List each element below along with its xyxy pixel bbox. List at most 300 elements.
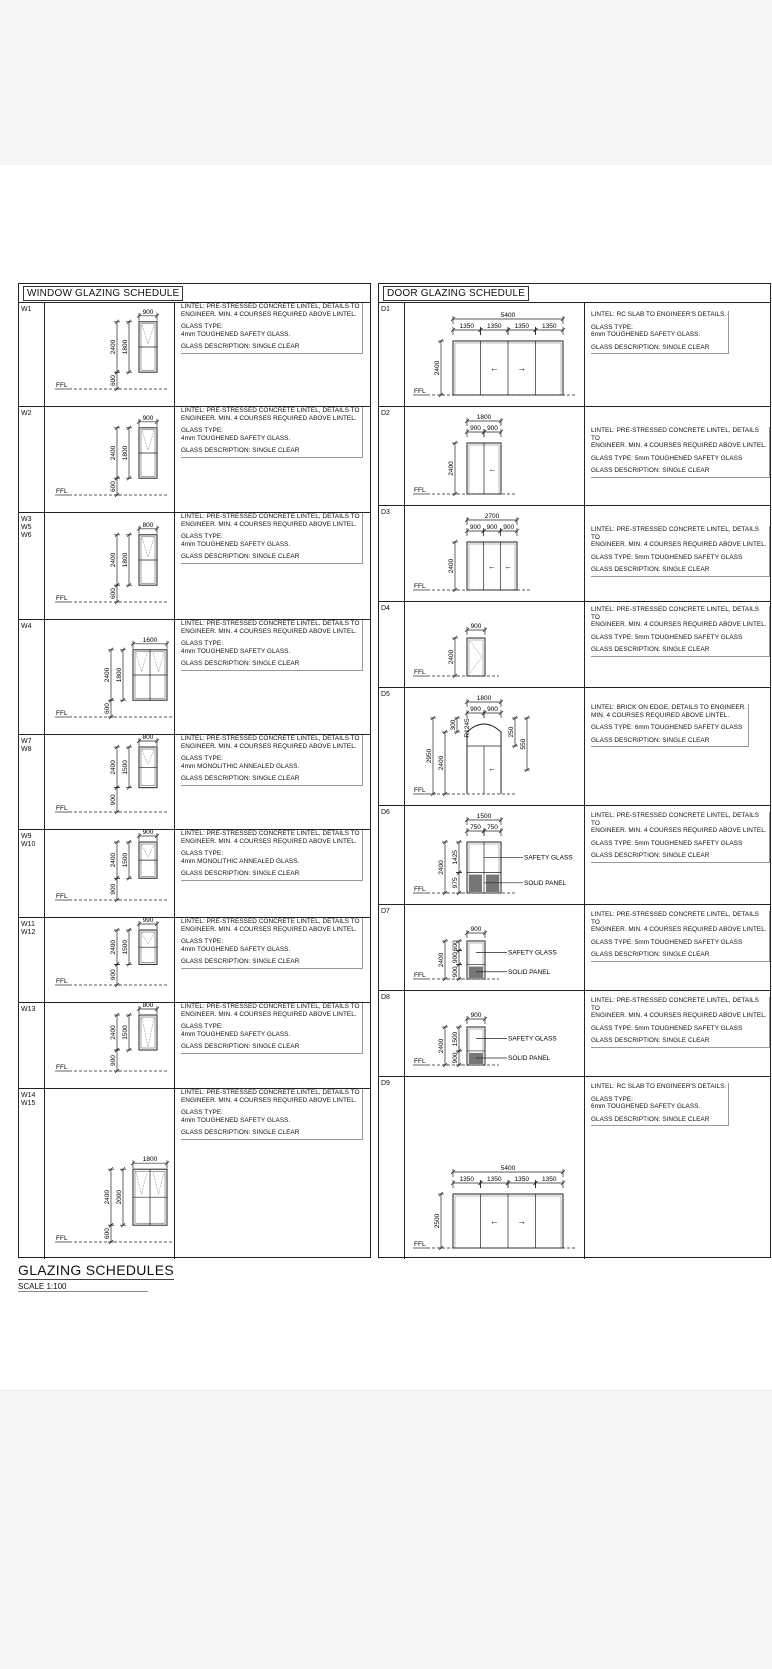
- window-opening-dim: 1500: [122, 1025, 129, 1040]
- door-segment-dim: 900: [487, 706, 498, 713]
- arch-height-dim: 550: [520, 738, 527, 750]
- window-sill-dim: 900: [110, 1055, 117, 1066]
- door-elevation: [405, 688, 585, 805]
- window-width-dim: 800: [142, 735, 154, 742]
- door-segment-dim: 1350: [542, 1176, 557, 1183]
- note-line: 6mm TOUGHENED SAFETY GLASS.: [591, 331, 701, 339]
- window-sill-dim: 600: [110, 375, 117, 387]
- ffl-label: FFL: [414, 388, 426, 395]
- window-elevation-drawing: [45, 407, 175, 513]
- door-row-d3: [379, 505, 770, 601]
- solid-panel-label: SOLID PANEL: [508, 968, 551, 976]
- note-line: GLASS TYPE: 5mm TOUGHENED SAFETY GLASS: [591, 1024, 743, 1032]
- specification-notes: [181, 1003, 363, 1054]
- window-elevation: [45, 735, 175, 829]
- note-line: ENGINEER. MIN. 4 COURSES REQUIRED ABOVE LINTEL.: [181, 742, 357, 750]
- note-line: GLASS DESCRIPTION: SINGLE CLEAR: [181, 447, 300, 455]
- note-line: GLASS DESCRIPTION: SINGLE CLEAR: [181, 1043, 300, 1051]
- window-elevation: [45, 830, 175, 917]
- window-head-height-dim: 2400: [110, 1025, 117, 1040]
- note-line: GLASS TYPE:: [181, 850, 223, 858]
- safety-glass-label: SAFETY GLASS: [508, 949, 557, 957]
- window-opening-dim: 1500: [122, 760, 129, 775]
- window-width-dim: 800: [142, 1003, 154, 1010]
- door-notes: [585, 688, 770, 805]
- door-segment-dim: 1350: [487, 323, 502, 330]
- caption-scale: SCALE 1:100: [18, 1282, 148, 1292]
- door-elevation: [405, 905, 585, 990]
- window-row-w4: [19, 619, 370, 734]
- window-opening-dim: 1500: [122, 939, 129, 955]
- door-elevation: [405, 506, 585, 601]
- window-sill-dim: 600: [110, 481, 117, 493]
- note-line: GLASS TYPE:: [591, 323, 633, 331]
- door-elevation-drawing: [405, 506, 585, 602]
- note-line: GLASS TYPE:: [181, 938, 223, 946]
- note-line: LINTEL: PRE-STRESSED CONCRETE LINTEL, DETAILS TO: [181, 303, 360, 310]
- note-line: ENGINEER. MIN. 4 COURSES REQUIRED ABOVE LINTEL.: [181, 310, 357, 318]
- window-width-dim: 990: [142, 918, 154, 925]
- door-segment-dim: 1350: [514, 1176, 529, 1183]
- window-opening-dim: 1800: [122, 445, 129, 461]
- note-line: LINTEL: PRE-STRESSED CONCRETE LINTEL, DETAILS TO: [181, 735, 360, 742]
- door-height-dim: 2400: [438, 1038, 445, 1054]
- note-line: GLASS DESCRIPTION: SINGLE CLEAR: [591, 566, 710, 574]
- door-notes: [585, 506, 770, 601]
- window-row-w11: [19, 917, 370, 1002]
- note-line: GLASS DESCRIPTION: SINGLE CLEAR: [181, 1129, 300, 1137]
- note-line: ENGINEER. MIN. 4 COURSES REQUIRED ABOVE LINTEL.: [181, 414, 357, 422]
- door-row-d1: [379, 302, 770, 406]
- window-glazing-schedule: [18, 283, 371, 1258]
- ffl-label: FFL: [56, 893, 68, 900]
- window-code: W7 W8: [19, 735, 45, 829]
- door-frame: [467, 638, 485, 676]
- note-line: LINTEL: RC SLAB TO ENGINEER'S DETAILS.: [591, 311, 727, 318]
- door-elevation: [405, 806, 585, 904]
- specification-notes: [591, 1083, 729, 1126]
- window-elevation: [45, 407, 175, 512]
- window-width-dim: 900: [142, 830, 154, 837]
- door-code: D2: [379, 407, 405, 505]
- note-line: GLASS DESCRIPTION: SINGLE CLEAR: [181, 958, 300, 966]
- specification-notes: [591, 606, 770, 657]
- door-glass-height-dim: 1500: [452, 1031, 459, 1047]
- note-line: GLASS TYPE: 5mm TOUGHENED SAFETY GLASS: [591, 633, 743, 641]
- window-elevation: [45, 620, 175, 734]
- door-elevation: [405, 991, 585, 1076]
- ffl-label: FFL: [56, 978, 68, 985]
- door-height-dim: 2400: [434, 360, 441, 376]
- window-sill-dim: 600: [104, 703, 111, 715]
- window-width-dim: 1800: [142, 1156, 158, 1164]
- window-width-dim: 900: [142, 308, 154, 316]
- slide-left-arrow-icon: ←: [489, 1216, 499, 1226]
- opening-direction-mark: [153, 1172, 164, 1194]
- ffl-label: FFL: [414, 1058, 426, 1065]
- ffl-label: FFL: [414, 787, 426, 794]
- door-code: D4: [379, 602, 405, 687]
- door-row-d6: [379, 805, 770, 904]
- door-elevation-drawing: [405, 1077, 585, 1260]
- door-panel-height-dim: 900: [452, 1052, 459, 1064]
- solid-panel: [469, 967, 483, 978]
- note-line: LINTEL: PRE-STRESSED CONCRETE LINTEL, DETAILS TO: [181, 918, 360, 925]
- ffl-label: FFL: [414, 583, 426, 590]
- note-line: LINTEL: PRE-STRESSED CONCRETE LINTEL, DETAILS TO: [181, 513, 360, 520]
- specification-notes: [181, 303, 363, 354]
- door-total-height-dim: 2950: [426, 748, 433, 764]
- window-row-w13: [19, 1002, 370, 1088]
- note-line: LINTEL: PRE-STRESSED CONCRETE LINTEL, DETAILS TO: [181, 407, 360, 414]
- door-segment-dim: 900: [486, 524, 498, 531]
- window-sill-dim: 900: [110, 794, 117, 806]
- note-line: LINTEL: PRE-STRESSED CONCRETE LINTEL, DETAILS TO: [591, 997, 759, 1012]
- window-head-height-dim: 2400: [110, 939, 117, 955]
- note-line: GLASS DESCRIPTION: SINGLE CLEAR: [181, 553, 300, 561]
- specification-notes: [591, 526, 770, 577]
- window-row-w2: [19, 406, 370, 512]
- note-line: GLASS DESCRIPTION: SINGLE CLEAR: [591, 736, 710, 744]
- window-elevation: [45, 513, 175, 619]
- door-inner-frame: [469, 640, 483, 676]
- note-line: 4mm MONOLITHIC ANNEALED GLASS.: [181, 762, 300, 770]
- window-notes: [175, 620, 370, 734]
- note-line: LINTEL: PRE-STRESSED CONCRETE LINTEL, DETAILS TO: [591, 427, 759, 442]
- door-width-dim: 900: [470, 1012, 482, 1019]
- window-elevation-drawing: [45, 1089, 175, 1260]
- note-line: LINTEL: PRE-STRESSED CONCRETE LINTEL, DETAILS TO: [181, 620, 360, 627]
- note-line: GLASS TYPE:: [181, 1109, 223, 1117]
- note-line: GLASS DESCRIPTION: SINGLE CLEAR: [591, 1037, 710, 1045]
- note-line: GLASS TYPE: 5mm TOUGHENED SAFETY GLASS: [591, 454, 743, 462]
- note-line: 4mm TOUGHENED SAFETY GLASS.: [181, 1030, 291, 1038]
- door-width-dim: 5400: [500, 312, 516, 319]
- note-line: GLASS DESCRIPTION: SINGLE CLEAR: [181, 660, 300, 668]
- opening-direction-mark: [142, 325, 154, 344]
- door-elevation: [405, 1077, 585, 1259]
- note-line: GLASS DESCRIPTION: SINGLE CLEAR: [591, 343, 710, 351]
- ffl-label: FFL: [56, 488, 68, 495]
- window-width-dim: 900: [142, 414, 154, 422]
- window-head-height-dim: 2400: [110, 852, 117, 868]
- door-segment-dim: 1350: [459, 323, 474, 330]
- ffl-label: FFL: [56, 382, 68, 389]
- slide-right-arrow-icon: →: [517, 1216, 527, 1226]
- specification-notes: [181, 620, 363, 671]
- door-schedule-title: DOOR GLAZING SCHEDULE: [383, 286, 529, 301]
- specification-notes: [591, 311, 729, 354]
- window-head-height-dim: 2400: [104, 667, 111, 683]
- window-notes: [175, 1003, 370, 1088]
- specification-notes: [591, 911, 770, 962]
- slide-left-arrow-icon: ←: [489, 363, 499, 373]
- window-opening-dim: 2000: [116, 1189, 123, 1205]
- window-head-height-dim: 2400: [110, 445, 117, 461]
- note-line: ENGINEER. MIN. 4 COURSES REQUIRED ABOVE LINTEL.: [591, 442, 767, 450]
- window-elevation: [45, 918, 175, 1002]
- window-opening-dim: 1800: [122, 339, 129, 355]
- door-elevation: [405, 303, 585, 406]
- door-elevation-drawing: [405, 303, 585, 407]
- note-line: GLASS DESCRIPTION: SINGLE CLEAR: [181, 343, 300, 351]
- door-code: D5: [379, 688, 405, 805]
- door-segment-dim: 1350: [487, 1176, 502, 1183]
- drawing-caption: [18, 1262, 174, 1292]
- opening-direction-mark: [142, 750, 154, 764]
- note-line: LINTEL: PRE-STRESSED CONCRETE LINTEL, DETAILS TO: [591, 606, 759, 621]
- door-elevation-drawing: [405, 688, 585, 806]
- window-notes: [175, 735, 370, 829]
- door-code: D9: [379, 1077, 405, 1259]
- note-line: LINTEL: PRE-STRESSED CONCRETE LINTEL, DETAILS TO: [181, 830, 360, 837]
- window-width-dim: 1600: [142, 636, 158, 644]
- specification-notes: [591, 812, 770, 863]
- solid-panel: [486, 875, 499, 892]
- door-elevation-drawing: [405, 407, 585, 506]
- door-height-dim: 2500: [434, 1213, 441, 1229]
- safety-glass-label: SAFETY GLASS: [508, 1035, 557, 1043]
- specification-notes: [181, 513, 363, 564]
- window-row-w1: [19, 302, 370, 406]
- ffl-label: FFL: [56, 1064, 68, 1071]
- window-code: W1: [19, 303, 45, 406]
- note-line: ENGINEER. MIN. 4 COURSES REQUIRED ABOVE LINTEL.: [591, 621, 767, 629]
- arch-side-dim: 250: [508, 726, 515, 738]
- door-segment-dim: 750: [487, 824, 498, 831]
- door-code: D6: [379, 806, 405, 904]
- door-width-dim: 1500: [476, 813, 492, 820]
- specification-notes: [181, 735, 363, 786]
- door-segment-dim: 900: [469, 524, 481, 531]
- window-sill-dim: 600: [104, 1228, 111, 1240]
- bottom-margin: [0, 1390, 772, 1669]
- window-notes: [175, 830, 370, 917]
- opening-direction-mark: [136, 1172, 147, 1194]
- door-elevation-drawing: [405, 991, 585, 1077]
- door-segment-dim: 900: [470, 706, 481, 713]
- window-inner-frame: [141, 1017, 155, 1048]
- window-code: W13: [19, 1003, 45, 1088]
- swing-direction-mark: [470, 641, 482, 673]
- ffl-label: FFL: [56, 710, 68, 717]
- note-line: LINTEL: BRICK ON EDGE, DETAILS TO ENGINEER.: [591, 704, 747, 711]
- note-line: GLASS DESCRIPTION: SINGLE CLEAR: [591, 852, 710, 860]
- door-top-glass-dim: 600: [452, 940, 459, 952]
- note-line: GLASS TYPE: 5mm TOUGHENED SAFETY GLASS: [591, 839, 743, 847]
- window-opening-dim: 1500: [122, 852, 129, 868]
- door-row-d9: [379, 1076, 770, 1259]
- solid-panel-label: SOLID PANEL: [508, 1054, 551, 1062]
- window-elevation-drawing: [45, 620, 175, 735]
- specification-notes: [181, 918, 363, 969]
- window-row-w3: [19, 512, 370, 619]
- window-elevation: [45, 1003, 175, 1088]
- window-elevation: [45, 1089, 175, 1259]
- specification-notes: [591, 997, 770, 1048]
- window-code: W14 W15: [19, 1089, 45, 1259]
- window-code: W3 W5 W6: [19, 513, 45, 619]
- door-segment-dim: 900: [487, 425, 498, 432]
- note-line: GLASS TYPE:: [181, 755, 223, 763]
- door-width-dim: 1800: [476, 414, 492, 421]
- note-line: ENGINEER. MIN. 4 COURSES REQUIRED ABOVE LINTEL.: [591, 926, 767, 934]
- door-width-dim: 900: [470, 623, 482, 630]
- door-code: D3: [379, 506, 405, 601]
- window-opening-dim: 1800: [116, 667, 123, 683]
- door-elevation: [405, 407, 585, 505]
- note-line: 4mm TOUGHENED SAFETY GLASS.: [181, 1116, 291, 1124]
- door-height-dim: 2400: [448, 461, 455, 476]
- window-code: W9 W10: [19, 830, 45, 917]
- window-notes: [175, 918, 370, 1002]
- window-notes: [175, 513, 370, 619]
- door-notes: [585, 991, 770, 1076]
- door-height-dim: 2400: [448, 558, 455, 574]
- door-row-d7: [379, 904, 770, 990]
- window-code: W11 W12: [19, 918, 45, 1002]
- window-sill-dim: 900: [110, 969, 117, 981]
- note-line: ENGINEER. MIN. 4 COURSES REQUIRED ABOVE LINTEL.: [181, 925, 357, 933]
- arch-top-dim: 300: [450, 719, 457, 731]
- door-elevation-drawing: [405, 806, 585, 905]
- door-notes: [585, 1077, 770, 1259]
- window-head-height-dim: 2400: [110, 552, 117, 568]
- window-schedule-title: WINDOW GLAZING SCHEDULE: [23, 286, 183, 301]
- door-width-dim: 1800: [476, 695, 492, 702]
- ffl-label: FFL: [414, 487, 426, 494]
- door-row-d8: [379, 990, 770, 1076]
- door-code: D1: [379, 303, 405, 406]
- note-line: ENGINEER. MIN. 4 COURSES REQUIRED ABOVE LINTEL.: [181, 1010, 357, 1018]
- note-line: ENGINEER. MIN. 4 COURSES REQUIRED ABOVE LINTEL.: [591, 827, 767, 835]
- door-panel-dim: 900: [452, 966, 459, 978]
- note-line: GLASS TYPE: 5mm TOUGHENED SAFETY GLASS: [591, 938, 743, 946]
- caption-title: GLAZING SCHEDULES: [18, 1262, 175, 1278]
- note-line: 6mm TOUGHENED SAFETY GLASS.: [591, 1103, 701, 1111]
- door-height-dim: 2400: [448, 649, 455, 665]
- sliding-arrow-icon: ←: [488, 764, 496, 773]
- window-row-w14: [19, 1088, 370, 1259]
- door-code: D7: [379, 905, 405, 990]
- specification-notes: [591, 704, 749, 747]
- note-line: 4mm TOUGHENED SAFETY GLASS.: [181, 647, 291, 655]
- window-code: W2: [19, 407, 45, 512]
- door-mid-glass-dim: 900: [452, 952, 459, 963]
- door-notes: [585, 407, 770, 505]
- window-elevation-drawing: [45, 830, 175, 918]
- door-row-d4: [379, 601, 770, 687]
- window-head-height-dim: 2400: [110, 760, 117, 775]
- window-elevation-drawing: [45, 918, 175, 1003]
- opening-direction-mark: [142, 431, 154, 450]
- door-notes: [585, 602, 770, 687]
- note-line: 4mm MONOLITHIC ANNEALED GLASS.: [181, 857, 300, 865]
- specification-notes: [181, 1089, 363, 1140]
- note-line: GLASS DESCRIPTION: SINGLE CLEAR: [181, 870, 300, 878]
- note-line: ENGINEER. MIN. 4 COURSES REQUIRED ABOVE LINTEL.: [181, 520, 357, 528]
- door-height-dim: 2400: [438, 860, 445, 875]
- note-line: LINTEL: PRE-STRESSED CONCRETE LINTEL, DETAILS TO: [181, 1003, 360, 1010]
- note-line: 4mm TOUGHENED SAFETY GLASS.: [181, 540, 291, 548]
- note-line: GLASS TYPE: 6mm TOUGHENED SAFETY GLASS: [591, 724, 743, 732]
- opening-direction-mark: [153, 653, 164, 672]
- window-code: W4: [19, 620, 45, 734]
- opening-direction-mark: [142, 845, 154, 857]
- note-line: 4mm TOUGHENED SAFETY GLASS.: [181, 434, 291, 442]
- window-elevation: [45, 303, 175, 406]
- window-width-dim: 800: [142, 521, 154, 529]
- opening-direction-mark: [136, 653, 147, 672]
- specification-notes: [591, 427, 770, 478]
- slide-right-arrow-icon: →: [517, 363, 527, 373]
- opening-direction-mark: [142, 538, 154, 557]
- note-line: LINTEL: PRE-STRESSED CONCRETE LINTEL, DETAILS TO: [591, 526, 759, 541]
- window-elevation-drawing: [45, 513, 175, 620]
- note-line: ENGINEER. MIN. 4 COURSES REQUIRED ABOVE LINTEL.: [591, 541, 767, 549]
- door-segment-dim: 1350: [459, 1176, 474, 1183]
- note-line: 4mm TOUGHENED SAFETY GLASS.: [181, 945, 291, 953]
- note-line: ENGINEER. MIN. 4 COURSES REQUIRED ABOVE LINTEL.: [181, 837, 357, 845]
- note-line: GLASS TYPE:: [181, 1023, 223, 1031]
- note-line: LINTEL: RC SLAB TO ENGINEER'S DETAILS.: [591, 1083, 727, 1090]
- window-elevation-drawing: [45, 303, 175, 407]
- opening-direction-mark: [142, 933, 154, 944]
- door-row-d2: [379, 406, 770, 505]
- ffl-label: FFL: [414, 972, 426, 979]
- window-row-w9: [19, 829, 370, 917]
- note-line: GLASS TYPE:: [181, 323, 223, 331]
- door-height-dim: 2400: [438, 952, 445, 968]
- door-glazing-schedule: [378, 283, 771, 1258]
- note-line: GLASS DESCRIPTION: SINGLE CLEAR: [591, 1115, 710, 1123]
- window-opening-dim: 1800: [122, 552, 129, 568]
- ffl-label: FFL: [414, 886, 426, 893]
- note-line: GLASS DESCRIPTION: SINGLE CLEAR: [181, 775, 300, 783]
- door-segment-dim: 1350: [542, 323, 557, 330]
- ffl-label: FFL: [56, 1235, 68, 1242]
- arch-radius-label: R1245: [464, 718, 471, 738]
- slide-left-arrow-icon: ←: [488, 464, 497, 474]
- note-line: 4mm TOUGHENED SAFETY GLASS.: [181, 330, 291, 338]
- door-notes: [585, 303, 770, 406]
- window-elevation-drawing: [45, 735, 175, 830]
- door-elevation: [405, 602, 585, 687]
- specification-notes: [181, 830, 363, 881]
- note-line: LINTEL: PRE-STRESSED CONCRETE LINTEL, DETAILS TO: [591, 911, 759, 926]
- door-notes: [585, 806, 770, 904]
- window-sill-dim: 600: [110, 588, 117, 600]
- ffl-label: FFL: [414, 1241, 426, 1248]
- top-margin: [0, 0, 772, 166]
- door-width-dim: 900: [470, 926, 482, 933]
- window-frame: [139, 1015, 157, 1050]
- note-line: GLASS TYPE:: [591, 1095, 633, 1103]
- note-line: ENGINEER. MIN. 4 COURSES REQUIRED ABOVE LINTEL.: [181, 1096, 357, 1104]
- note-line: GLASS DESCRIPTION: SINGLE CLEAR: [591, 646, 710, 654]
- door-segment-dim: 900: [470, 425, 481, 432]
- door-width-dim: 2700: [484, 513, 500, 520]
- window-elevation-drawing: [45, 1003, 175, 1089]
- note-line: MIN. 4 COURSES REQUIRED ABOVE LINTEL.: [591, 711, 730, 719]
- opening-direction-mark: [142, 1018, 154, 1047]
- door-width-dim: 5400: [500, 1165, 516, 1172]
- note-line: ENGINEER. MIN. 4 COURSES REQUIRED ABOVE LINTEL.: [181, 627, 357, 635]
- solid-panel-label: SOLID PANEL: [524, 879, 567, 887]
- door-panel-height-dim: 975: [452, 877, 459, 889]
- note-line: GLASS DESCRIPTION: SINGLE CLEAR: [591, 467, 710, 475]
- window-head-height-dim: 2400: [104, 1189, 111, 1205]
